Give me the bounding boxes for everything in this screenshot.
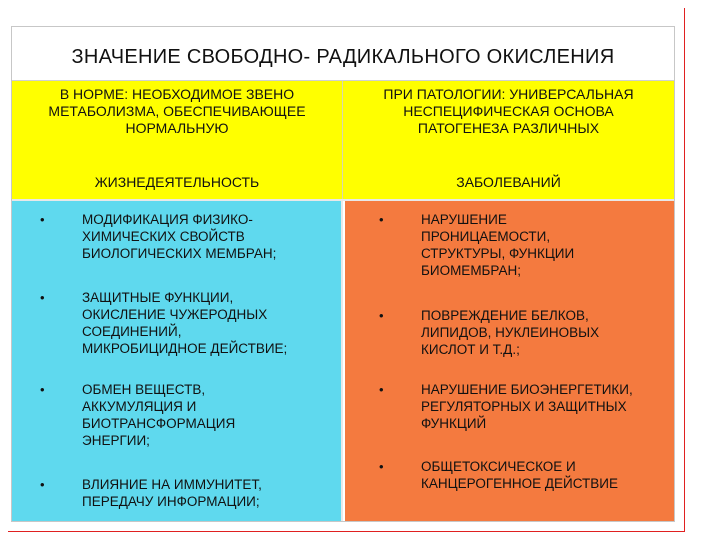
right-column: [345, 201, 674, 521]
list-item-text: ПОВРЕЖДЕНИЕ БЕЛКОВ, ЛИПИДОВ, НУКЛЕИНОВЫХ КИСЛОТ И Т.Д.;: [421, 308, 600, 357]
frame-border-bottom: [8, 531, 685, 532]
right-header-subtext: ЗАБОЛЕВАНИЙ: [456, 174, 561, 190]
left-header: [12, 81, 343, 199]
list-item-text: НАРУШЕНИЕ ПРОНИЦАЕМОСТИ, СТРУКТУРЫ, ФУНКЦИИ БИОМЕМБРАН;: [421, 212, 575, 278]
list-item-text: МОДИФИКАЦИЯ ФИЗИКО- ХИМИЧЕСКИХ СВОЙСТВ БИОЛОГИЧЕСКИХ МЕМБРАН;: [82, 212, 277, 261]
left-header-subtext: ЖИЗНЕДЕЯТЕЛЬНОСТЬ: [94, 174, 260, 190]
list-item-text: ОБЩЕТОКСИЧЕСКОЕ И КАНЦЕРОГЕННОЕ ДЕЙСТВИЕ: [421, 459, 618, 491]
bullet-icon: •: [40, 477, 45, 492]
list-item-text: ВЛИЯНИЕ НА ИММУНИТЕТ, ПЕРЕДАЧУ ИНФОРМАЦИИ;: [82, 477, 262, 509]
bullet-icon: •: [379, 382, 384, 397]
list-item-text: ОБМЕН ВЕЩЕСТВ, АККУМУЛЯЦИЯ И БИОТРАНСФОРМАЦИЯ ЭНЕРГИИ;: [82, 382, 236, 448]
frame-border-right: [684, 8, 685, 532]
bullet-icon: •: [40, 212, 45, 227]
bullet-icon: •: [379, 212, 384, 227]
right-header-text: ПРИ ПАТОЛОГИИ: УНИВЕРСАЛЬНАЯ НЕСПЕЦИФИЧЕСКАЯ ОСНОВА ПАТОГЕНЕЗА РАЗЛИЧНЫХ: [383, 86, 634, 136]
bullet-icon: •: [379, 308, 384, 323]
left-column: [12, 201, 343, 521]
left-header-text: В НОРМЕ: НЕОБХОДИМОЕ ЗВЕНО МЕТАБОЛИЗМА, ОБЕСПЕЧИВАЮЩЕЕ НОРМАЛЬНУЮ: [48, 86, 306, 136]
bullet-icon: •: [40, 382, 45, 397]
list-item-text: ЗАЩИТНЫЕ ФУНКЦИИ, ОКИСЛЕНИЕ ЧУЖЕРОДНЫХ СОЕДИНЕНИЙ, МИКРОБИЦИДНОЕ ДЕЙСТВИЕ;: [82, 290, 288, 356]
right-header: [343, 81, 674, 199]
bullet-icon: •: [379, 459, 384, 474]
slide-card: [11, 26, 675, 522]
bullet-icon: •: [40, 290, 45, 305]
slide-title: ЗНАЧЕНИЕ СВОБОДНО- РАДИКАЛЬНОГО ОКИСЛЕНИЯ: [71, 46, 615, 68]
list-item-text: НАРУШЕНИЕ БИОЭНЕРГЕТИКИ, РЕГУЛЯТОРНЫХ И ЗАЩИТНЫХ ФУНКЦИЙ: [421, 382, 633, 431]
